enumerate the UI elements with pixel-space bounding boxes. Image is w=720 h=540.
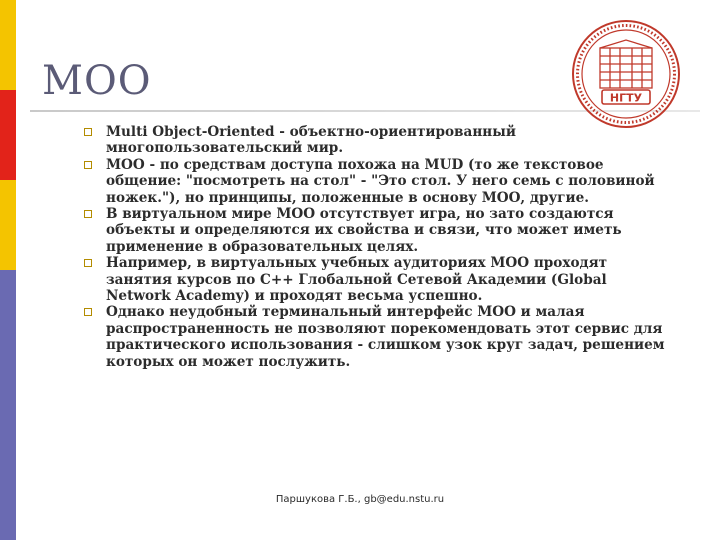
bullet-text-line: которых он может послужить. xyxy=(106,353,351,370)
footer-author: Паршукова Г.Б., gb@edu.nstu.ru xyxy=(275,494,445,505)
bullet-text-line: Например, в виртуальных учебных аудиториях МОО проходят xyxy=(106,255,608,272)
bullet-text-line: общение: "посмотреть на стол" - "Это стол. У него семь с половиной xyxy=(106,173,655,190)
bullet-item xyxy=(84,206,684,255)
bullet-square-icon xyxy=(84,161,92,169)
sidebar-color-bar xyxy=(0,0,16,540)
sidebar-segment-yellow xyxy=(0,180,16,270)
bullet-text-line: занятия курсов по С++ Глобальной Сетевой Академии (Global xyxy=(106,271,607,288)
bullet-text-line: Network Academy) и проходят весьма успешно. xyxy=(106,288,483,305)
bullet-text-line: объекты и определяются их свойства и связи, что может иметь xyxy=(106,222,622,239)
bullet-item xyxy=(84,255,684,304)
logo-text: НГТУ xyxy=(609,91,643,105)
bullet-text-line: МОО - по средствам доступа похожа на MUD (то же текстовое xyxy=(106,156,604,173)
bullet-text-line: распространенность не позволяют порекомендовать этот сервис для xyxy=(106,320,663,337)
bullet-text-line: практического использования - слишком узок круг задач, решением xyxy=(106,337,665,354)
bullet-square-icon xyxy=(84,128,92,136)
bullet-text-line: Однако неудобный терминальный интерфейс МОО и малая xyxy=(106,304,585,321)
bullet-text-line: В виртуальном мире МОО отсутствует игра, но зато создаются xyxy=(106,206,614,223)
bullet-square-icon xyxy=(84,308,92,316)
bullet-text-line: ножек."), но принципы, положенные в основу МОО, другие. xyxy=(106,189,589,206)
bullet-item xyxy=(84,157,684,206)
bullet-square-icon xyxy=(84,210,92,218)
bullet-square-icon xyxy=(84,259,92,267)
bullet-item xyxy=(84,304,684,370)
bullet-item xyxy=(84,124,684,157)
bullet-text-line: применение в образовательных целях. xyxy=(106,238,419,255)
sidebar-segment-yellow-top xyxy=(0,0,16,90)
university-logo-icon xyxy=(570,18,682,130)
bullet-text-line: Multi Object-Oriented - объектно-ориентированный xyxy=(106,124,516,140)
slide-title: МОО xyxy=(42,58,152,104)
sidebar-segment-red xyxy=(0,90,16,180)
bullet-list xyxy=(84,124,684,370)
bullet-text-line: многопользовательский мир. xyxy=(106,140,344,157)
